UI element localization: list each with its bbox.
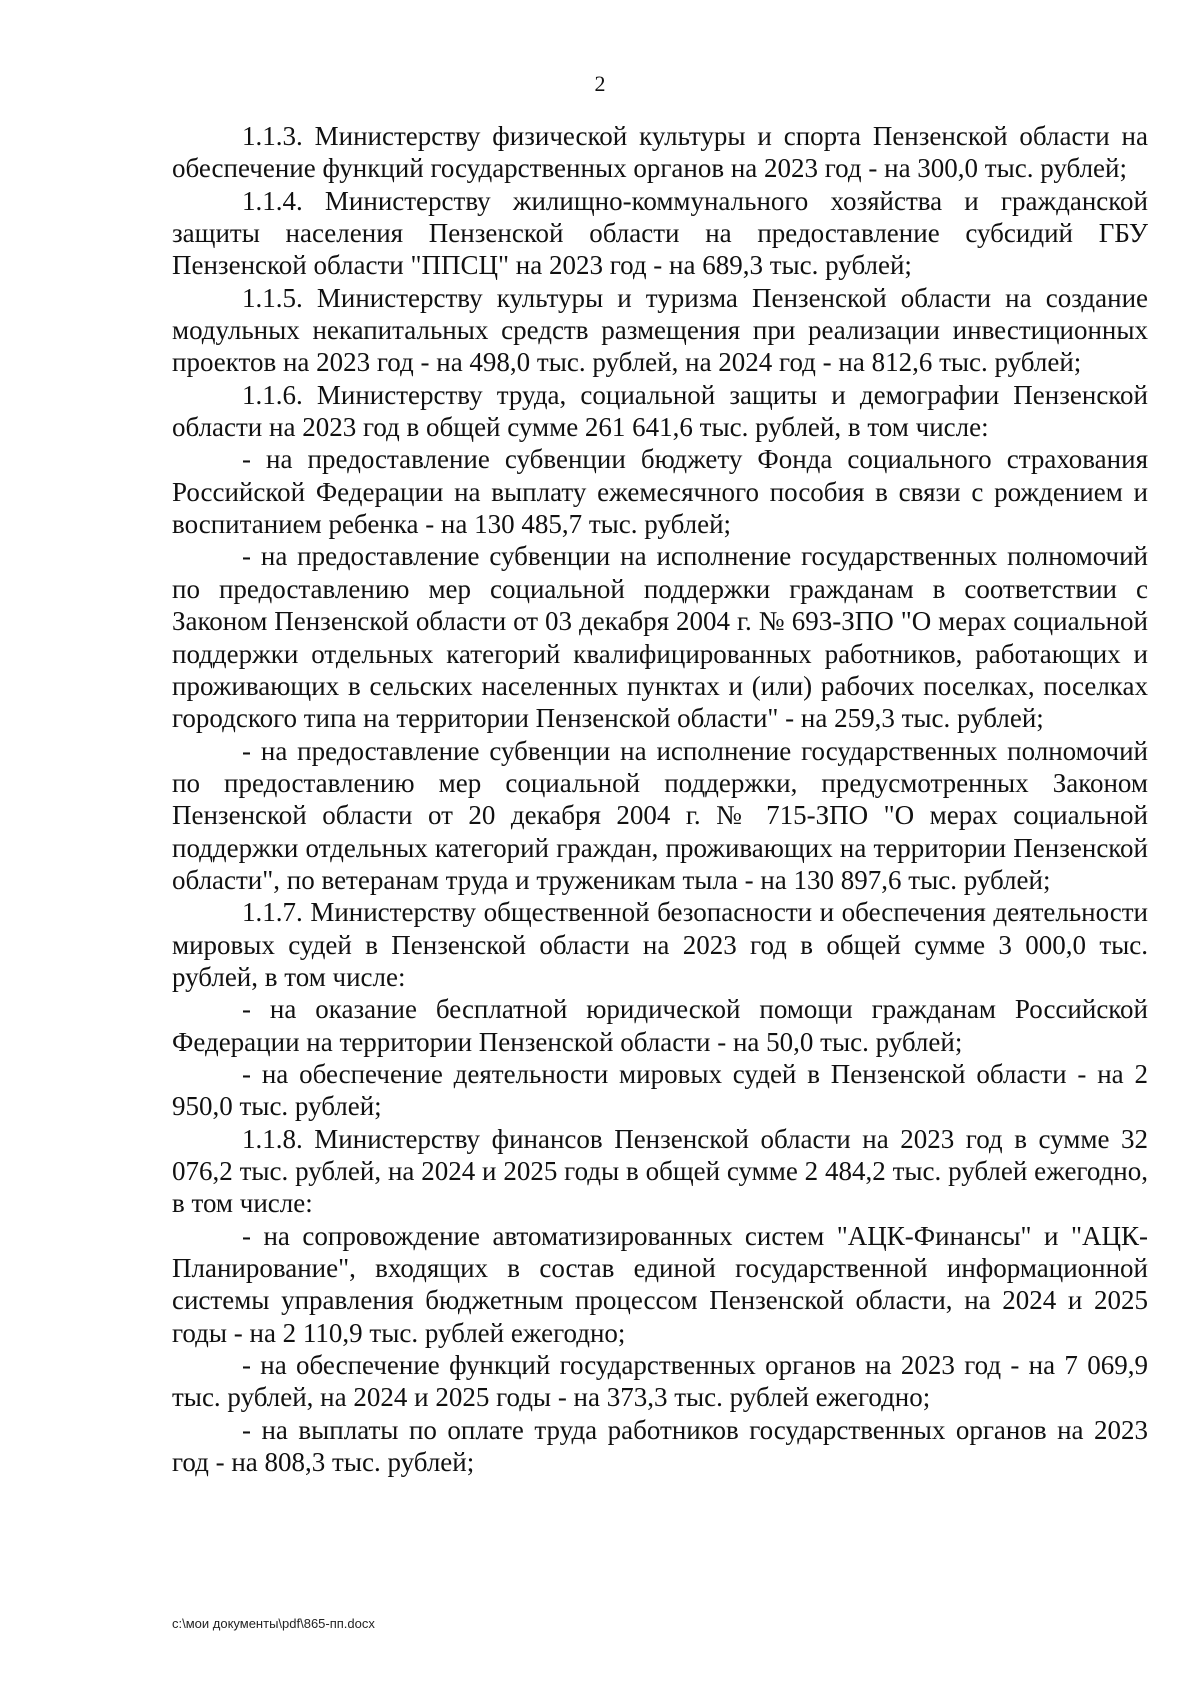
page-number: 2: [594, 71, 606, 96]
list-item: - на предоставление субвенции на исполнение государственных полномочий по предоставлению мер социальной поддержки гражданам в соответствии с Законом Пензенской области от 03 декабря 2004 г. № 693-ЗПО "О мерах социальной поддержки отдельных категорий квалифицированных работников, работающих и проживающих в сельских населенных пунктах и (или) рабочих поселках, поселках городского типа на территории Пензенской области" - на 259,3 тыс. рублей;: [172, 541, 1148, 734]
list-item: - на обеспечение деятельности мировых судей в Пензенской области - на 2 950,0 тыс. рублей;: [172, 1058, 1148, 1122]
paragraph-1-1-4: 1.1.4. Министерству жилищно-коммунального хозяйства и гражданской защиты населения Пензенской области на предоставление субсидий ГБУ Пензенской области "ППСЦ" на 2023 год - на 689,3 тыс. рублей;: [172, 185, 1148, 281]
list-item: - на выплаты по оплате труда работников государственных органов на 2023 год - на 808,3 тыс. рублей;: [172, 1414, 1148, 1478]
paragraph-1-1-5: 1.1.5. Министерству культуры и туризма Пензенской области на создание модульных некапитальных средств размещения при реализации инвестиционных проектов на 2023 год - на 498,0 тыс. рублей, на 2024 год - на 812,6 тыс. рублей;: [172, 282, 1148, 378]
list-item: - на сопровождение автоматизированных систем "АЦК-Финансы" и "АЦК-Планирование", входящих в состав единой государственной информационной системы управления бюджетным процессом Пензенской области, на 2024 и 2025 годы - на 2 110,9 тыс. рублей ежегодно;: [172, 1220, 1148, 1348]
list-item: - на предоставление субвенции на исполнение государственных полномочий по предоставлению мер социальной поддержки, предусмотренных Законом Пензенской области от 20 декабря 2004 г. № 715-ЗПО "О мерах социальной поддержки отдельных категорий граждан, проживающих на территории Пензенской области", по ветеранам труда и труженикам тыла - на 130 897,6 тыс. рублей;: [172, 735, 1148, 895]
document-body: [172, 120, 1148, 1478]
paragraph-1-1-3: 1.1.3. Министерству физической культуры и спорта Пензенской области на обеспечение функций государственных органов на 2023 год - на 300,0 тыс. рублей;: [172, 121, 1148, 184]
paragraph-1-1-6: 1.1.6. Министерству труда, социальной защиты и демографии Пензенской области на 2023 год в общей сумме 261 641,6 тыс. рублей, в том числе:: [172, 379, 1148, 443]
paragraph-1-1-7: 1.1.7. Министерству общественной безопасности и обеспечения деятельности мировых судей в Пензенской области на 2023 год в общей сумме 3 000,0 тыс. рублей, в том числе:: [172, 897, 1148, 992]
list-item: - на обеспечение функций государственных органов на 2023 год - на 7 069,9 тыс. рублей, на 2024 и 2025 годы - на 373,3 тыс. рублей ежегодно;: [172, 1350, 1148, 1413]
paragraph-1-1-8: 1.1.8. Министерству финансов Пензенской области на 2023 год в сумме 32 076,2 тыс. рублей, на 2024 и 2025 годы в общей сумме 2 484,2 тыс. рублей ежегодно, в том числе:: [172, 1123, 1148, 1219]
list-item: - на оказание бесплатной юридической помощи гражданам Российской Федерации на территории Пензенской области - на 50,0 тыс. рублей;: [172, 994, 1148, 1057]
list-item: - на предоставление субвенции бюджету Фонда социального страхования Российской Федерации на выплату ежемесячного пособия в связи с рождением и воспитанием ребенка - на 130 485,7 тыс. рублей;: [172, 444, 1148, 540]
footer-file-path: c:\мои документы\pdf\865-пп.docx: [172, 1616, 375, 1631]
